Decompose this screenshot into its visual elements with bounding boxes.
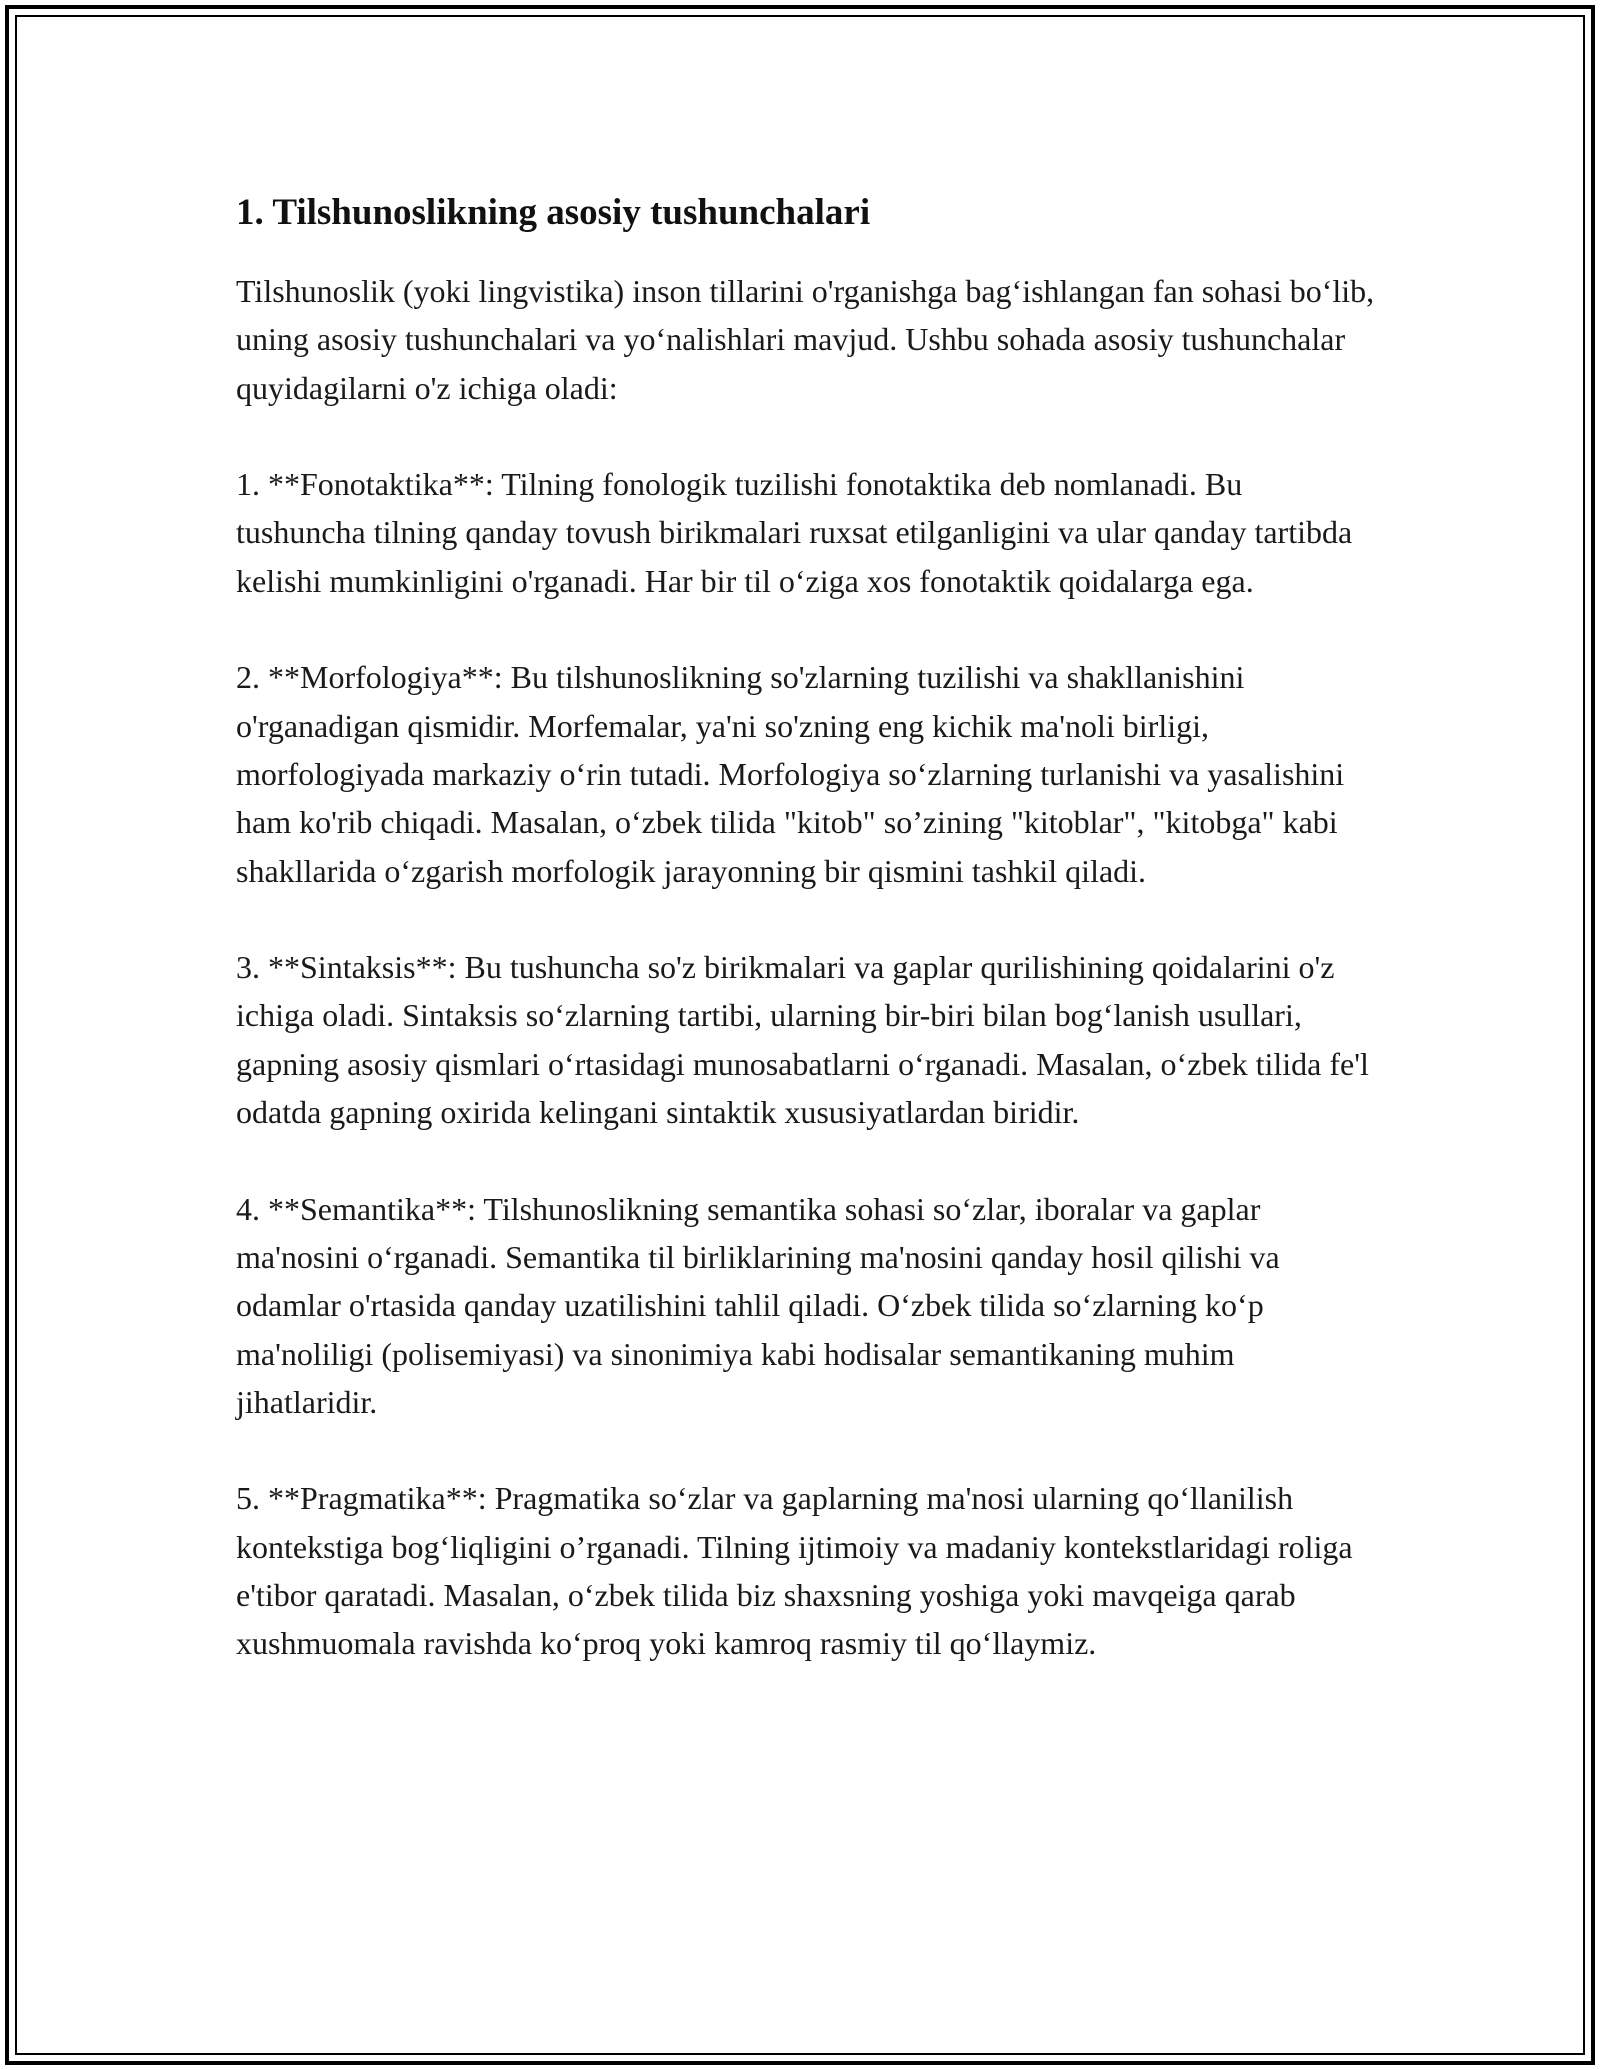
document-page bbox=[236, 185, 1376, 1668]
paragraph-semantika: 4. **Semantika**: Tilshunoslikning semantika sohasi so‘zlar, iboralar va gaplar ma'nosini o‘rganadi. Semantika til birliklarining ma'nosini qanday hosil qilishi va odamlar o'rtasida qanday uzatilishini tahlil qiladi. O‘zbek tilida so‘zlarning ko‘p ma'noliligi (polisemiyasi) va sinonimiya kabi hodisalar semantikaning muhim jihatlaridir. bbox=[236, 1190, 1280, 1420]
paragraph-morfologiya: 2. **Morfologiya**: Bu tilshunoslikning so'zlarning tuzilishi va shakllanishini o'rganadigan qismidir. Morfemalar, ya'ni so'zning eng kichik ma'noli birligi, morfologiyada markaziy o‘rin tutadi. Morfologiya so‘zlarning turlanishi va yasalishini ham ko'rib chiqadi. Masalan, o‘zbek tilida "kitob" so’zining "kitoblar", "kitobga" kabi shakllarida o‘zgarish morfologik jarayonning bir qismini tashkil qiladi. bbox=[236, 659, 1345, 889]
paragraph-fonotaktika: 1. **Fonotaktika**: Tilning fonologik tuzilishi fonotaktika deb nomlanadi. Bu tushuncha tilning qanday tovush birikmalari ruxsat etilganligini va ular qanday tartibda kelishi mumkinligini o'rganadi. Har bir til o‘ziga xos fonotaktik qoidalarga ega. bbox=[236, 466, 1353, 599]
paragraph-pragmatika: 5. **Pragmatika**: Pragmatika so‘zlar va gaplarning ma'nosi ularning qo‘llanilish kontekstiga bog‘liqligini o’rganadi. Tilning ijtimoiy va madaniy kontekstlaridagi roliga e'tibor qaratadi. Masalan, o‘zbek tilida biz shaxsning yoshiga yoki mavqeiga qarab xushmuomala ravishda ko‘proq yoki kamroq rasmiy til qo‘llaymiz. bbox=[236, 1480, 1353, 1662]
intro-paragraph: Tilshunoslik (yoki lingvistika) inson tillarini o'rganishga bag‘ishlangan fan sohasi bo‘lib, uning asosiy tushunchalari va yo‘nalishlari mavjud. Ushbu sohada asosiy tushunchalar quyidagilarni o'z ichiga oladi: bbox=[236, 273, 1375, 406]
paragraph-sintaksis: 3. **Sintaksis**: Bu tushuncha so'z birikmalari va gaplar qurilishining qoidalarini o'z ichiga oladi. Sintaksis so‘zlarning tartibi, ularning bir-biri bilan bog‘lanish usullari, gapning asosiy qismlari o‘rtasidagi munosabatlarni o‘rganadi. Masalan, o‘zbek tilida fe'l odatda gapning oxirida kelingani sintaktik xususiyatlardan biridir. bbox=[236, 949, 1369, 1131]
section-title: 1. Tilshunoslikning asosiy tushunchalari bbox=[236, 192, 871, 233]
